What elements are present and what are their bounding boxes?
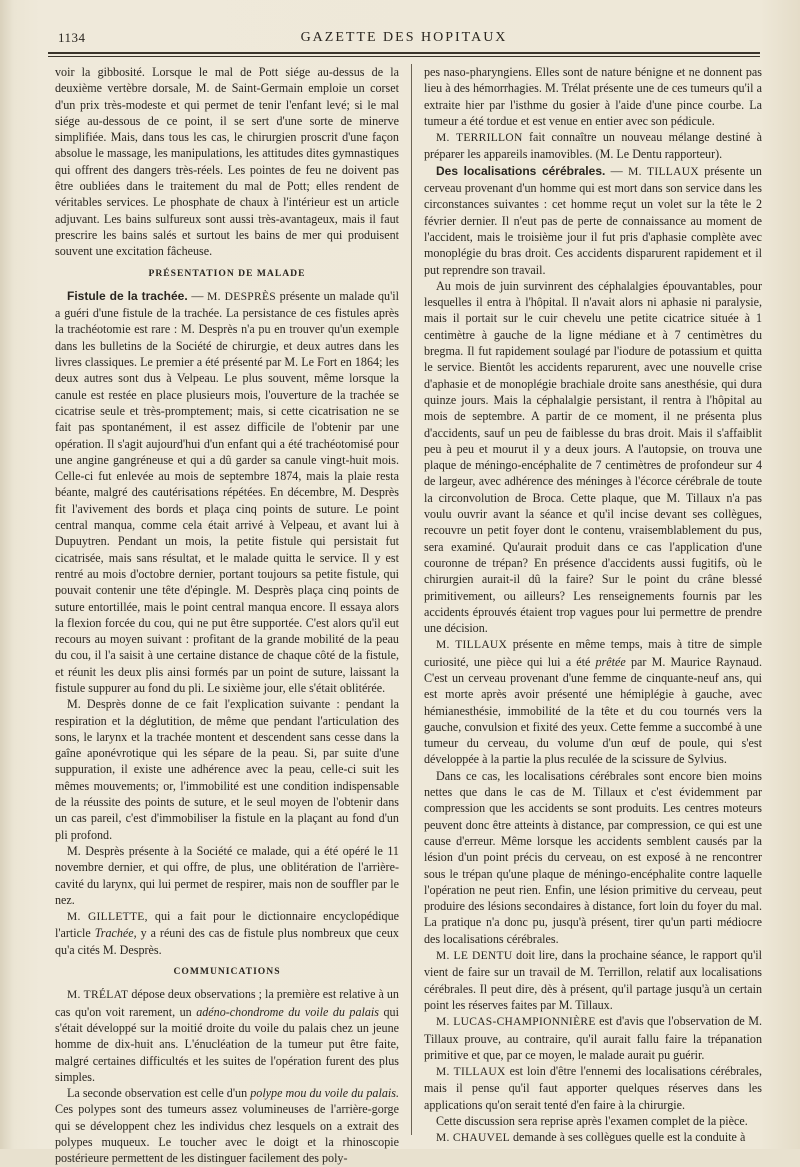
paragraph-text: fait connaître un nouveau mélange destiné à préparer les appareils inamovibles. (M. Le Dentu rapporteur). — [423, 130, 763, 162]
italic-text: adéno-chondrome du voile du palais — [196, 1004, 379, 1019]
paragraph-text: La seconde observation est celle d'un — [67, 1086, 248, 1101]
section-heading-communications: COMMUNICATIONS — [173, 966, 281, 978]
paragraph-text: dépose deux observations ; la première est relative à un cas qu'on voit rarement, un — [55, 987, 399, 1019]
speaker-name: M. TERRILLON — [435, 132, 523, 145]
paragraph-text: par M. Maurice Raynaud. C'est un cerveau provenant d'une femme de cinquante-neuf ans, qui est morte après avoir présenté une hémiplégie à gauche, avec hémianesthésie, immobilité de la tête et du cou tournés vers la gauche, convulsion et fixité des yeux. Cette femme a succombé à une tumeur du cerveau, du volume d'un œuf de poule, qui s'est développée à la partie la plus reculée de la scissure de Sylvius. — [423, 654, 763, 767]
left-column — [55, 64, 412, 1166]
speaker-name: M. LUCAS-CHAMPIONNIÈRE — [435, 1016, 596, 1029]
paragraph: voir la gibbosité. Lorsque le mal de Pott siége au-dessus de la deuxième vertèbre dorsale, M. de Saint-Germain emploie un corset d'un prix très-modeste et qui permet de tenir l'enfant levé; si le mal siége au-dessous de ce point, il se sert d'une sorte de minerve simplifiée. Mais, dans tous les cas, le chirurgien proscrit d'une façon absolue le massage, les manipulations, les attitudes dites gymnastiques qui offrent des dangers très-réels. Les pointes de feu ne doivent pas être oubliées dans le traitement du mal de Pott; elles rendent de véritables services. Le phosphate de chaux à l'intérieur est un article adjuvant. Les bains sulfureux sont aussi très-avantageux, mais il faut prescrire les bains salés et surtout les bains de mer qui produisent souvent une excitation fâcheuse. — [55, 65, 399, 259]
paragraph — [55, 986, 399, 1085]
italic-text: prêtée — [595, 654, 626, 669]
italic-text: Trachée, — [94, 926, 137, 941]
paragraph-text: présente un malade qu'il a guéri d'une fistule de la trachée. La persistance de ces fistules après la trachéotomie est rare : M. Desprès n'a pu en trouver qu'un exemple dans les bulletins de la Société de chirurgie, et deux autres dans les livres classiques. Le premier a été présenté par M. Le Fort en 1864; les deux autres sont dus à Velpeau. Le plus souvent, même lorsque la canule est restée en place plusieurs mois, l'ouverture de la trachée se cicatrise seule et très-promptement; mais, si cette cicatrisation ne se fait pas spontanément, il est assez difficile de l'obtenir par une opération. Il s'agit aujourd'hui d'un enfant qui a été trachéotomisé pour une angine gangréneuse et qui a dû garder sa canule vingt-huit mois. Celle-ci fut enlevée au mois de septembre 1874, mais la plaie resta béante, malgré des cautérisations répétées. En décembre, M. Desprès fit l'avivement des bords et plaça cinq points de suture. Le point central manqua, comme cela était arrivé à Velpeau, et avant lui à Dupuytren. Pendant un mois, la petite fistule qui persistait fut cicatrisée, mais sans résultat, et le malade quitta le service. Il y est rentré au mois d'octobre dernier, portant toujours sa petite fistule, qui pouvait contenir une tête d'épingle. M. Desprès plaça cinq points de suture entortillée, mais le point central manqua encore. Il essaya alors la flexion forcée du cou, qui ne put être supportée. C'est alors qu'il eut recours au moyen suivant : profitant de la grande mobilité de la peau du cou, il l'a saisit à une certaine distance de chaque côté de la fistule, et réunit les deux plis ainsi formés par un point de suture, laissant la fistule suppurer au fond du pli. Le sixième jour, elle s'était oblitérée. — [55, 288, 399, 695]
paragraph: Fistule de la trachée. — M. DESPRÈS présente un malade qu'il a guéri d'une fistule de la trachée. La persistance de ces fistules après la trachéotomie est rare : M. Desprès n'a pu en trouver qu'un exemple dans les bulletins de la Société de chirurgie, et deux autres dans les livres classiques. Le premier a été présenté par M. Le Fort en 1864; les deux autres sont dus à Velpeau. Le plus souvent, même lorsque la canule est restée en place plusieurs mois, l'ouverture de la trachée se cicatrise seule et très-promptement; mais, si cette cicatrisation ne se fait pas spontanément, il est assez difficile de l'obtenir par une opération. Il s'agit aujourd'hui d'un enfant qui a été trachéotomisé pour une angine gangréneuse et qui a dû garder sa canule vingt-huit mois. Celle-ci fut enlevée au mois de septembre 1874, mais la plaie resta béante, malgré des cautérisations répétées. En décembre, M. Desprès fit l'avivement des bords et plaça cinq points de suture. Le point central manqua, comme cela était arrivé à Velpeau, et avant lui à Dupuytren. Pendant un mois, la petite fistule qui persistait fut cicatrisée, mais sans résultat, et le malade quitta le service. Il y est rentré au mois d'octobre dernier, portant toujours sa petite fistule, qui pouvait contenir une tête d'épingle. M. Desprès plaça cinq points de suture entortillée, mais le point central manqua encore. Il essaya alors la flexion forcée du cou, qui ne put être supportée. C'est alors qu'il eut recours au moyen suivant : profitant de la grande mobilité de la peau du cou, il l'a saisit à une certaine distance de chaque côté de la fistule, et réunit les deux plis ainsi formés par un point de suture, laissant la fistule suppurer au fond du pli. Le sixième jour, elle s'était oblitérée. — [55, 288, 399, 695]
paragraph: pes naso-pharyngiens. Elles sont de nature bénigne et ne donnent pas lieu à des hémorrhagies. M. Trélat présente une de ces tumeurs qu'il a extraite hier par l'isthme du gosier à l'aide d'une pince courbe. La tumeur a été tordue et est venue en entier avec son pédicule. — [423, 65, 762, 128]
article-columns — [55, 64, 763, 1166]
paragraph — [424, 636, 762, 767]
paragraph: Dans ce cas, les localisations cérébrales sont encore bien moins nettes que dans le cas de M. Tillaux et c'est évidemment par compression que les accidents se sont produits. Les centres moteurs peuvent donc être atteints à distance, par compression, ce qui est une cause d'erreur. Même lorsque les accidents semblent causés par la lésion d'un point précis du cerveau, on est exposé à ne rencontrer sous le trépan qu'une plaque de méningo-encéphalite contre laquelle l'opération ne peut rien. Enfin, une lésion primitive du cerveau, peut produire des lésions secondaires à distance, fort loin du foyer du mal. La pratique n'a donc pu, jusqu'à présent, tirer qu'un parti médiocre des localisations cérébrales. — [423, 768, 762, 946]
speaker-name: M. TILLAUX — [628, 165, 699, 178]
speaker-name: M. TILLAUX — [435, 1066, 506, 1079]
paragraph — [55, 1085, 399, 1166]
header-rule-thin — [48, 56, 760, 57]
paragraph: M. Desprès donne de ce fait l'explication suivante : pendant la respiration et la déglutition, de même que pendant l'articulation des sons, le larynx et la trachée montent et descendent sans cesse dans la gaîne aponévrotique qui les sépare de la peau. Si, par suite d'une suppuration, il existe une adhérence avec la peau, celle-ci suit les mêmes mouvements; or, l'immobilité est une condition indispensable de la réussite des points de suture, et le seul moyen de l'obtenir dans un cas pareil, c'est d'immobiliser la fistule en la plaçant au fond d'un pli profond. — [55, 697, 399, 842]
speaker-name: M. TILLAUX — [435, 639, 508, 652]
section-heading-presentation: PRÉSENTATION DE MALADE — [148, 267, 306, 279]
speaker-name: M. TRÉLAT — [67, 989, 129, 1002]
paragraph-text: qui a fait pour le dictionnaire encyclopédique l'article — [55, 909, 399, 941]
journal-title: GAZETTE DES HOPITAUX — [300, 30, 508, 45]
subheading-fistule: Fistule de la trachée. — [67, 288, 188, 303]
paragraph-text: qui s'était développé sur la moitié droite du voile du palais chez un jeune homme de dix-huit ans. L'énucléation de la tumeur put être faite, malgré certaines difficultés et les suites de l'opération furent des plus simples. — [55, 1004, 399, 1084]
paragraph — [424, 1013, 762, 1063]
paragraph-text: Ces polypes sont des tumeurs assez volumineuses de l'arrière-gorge qui se développent chez les individus chez lesquels on a extrait des polypes muqueux. Le toucher avec le doigt et la rhinoscopie postérieure permettent de les distinguer facilement des poly- — [55, 1102, 399, 1166]
paragraph — [424, 1063, 762, 1113]
italic-text: polype mou du voile du palais. — [250, 1086, 399, 1101]
speaker-name: M. DESPRÈS — [207, 290, 276, 303]
paragraph-text: y a réuni des cas de fistule plus nombreux que ceux qu'a cités M. Desprès. — [55, 926, 399, 957]
paragraph-text: est loin d'être l'ennemi des localisations cérébrales, mais il pense qu'il faut apporter quelques réserves dans les applications qu'on serait tenté d'en faire à la chirurgie. — [423, 1064, 762, 1112]
page-number: 1134 — [58, 30, 86, 45]
paragraph: M. Desprès présente à la Société ce malade, qui a été opéré le 11 novembre dernier, et qui offre, de plus, une oblitération de l'arrière-cavité du larynx, qui lui permet de respirer, mais non de souffler par le nez. — [55, 843, 399, 907]
paragraph: Des localisations cérébrales. — M. TILLAUX présente un cerveau provenant d'un homme qui est mort dans son service dans les circonstances suivantes : cet homme reçut un volet sur la tête le 2 février dernier. Il n'eut pas de perte de connaissance au moment de l'accident, mais le troisième jour il fut pris d'aphasie complète avec monoplégie du bras droit. Ces accidents disparurent rapidement et il put reprendre son travail. — [423, 163, 762, 277]
speaker-name: M. GILLETTE, — [67, 911, 148, 924]
speaker-name: M. LE DENTU — [435, 950, 513, 963]
right-column — [412, 64, 763, 1145]
paragraph — [424, 947, 762, 1013]
paragraph: Cette discussion sera reprise après l'examen complet de la pièce. — [435, 1114, 748, 1128]
paragraph-text: est d'avis que l'observation de M. Tillaux prouve, au contraire, qu'il aurait fallu faire la trépanation primitive et que, par ce moyen, le malade aurait pu guérir. — [423, 1014, 762, 1062]
paragraph-text: doit lire, dans la prochaine séance, le rapport qu'il vient de faire sur un travail de M. Terrillon, relatif aux localisations cérébrales. Il peut dire, dès à présent, qu'il partage jusqu'à un certain point les réserves faites par M. Tillaux. — [423, 948, 763, 1012]
paragraph — [55, 908, 399, 958]
paragraph: Au mois de juin survinrent des céphalalgies épouvantables, pour lesquelles il entra à l'hôpital. Il n'avait alors ni aphasie ni paralysie, mais il portait sur le cuir chevelu une petite cicatrice située à 1 centimètre à gauche de la ligne médiane et à 7 centimètres du bregma. Il fut rapidement soulagé par l'iodure de potassium et quitta le service. Bientôt les accidents reparurent, avec une nouvelle crise d'aphasie et de monoplégie brachiale droite sans anesthésie, qui dura quinze jours. Mais la céphalalgie persistant, il rentra à l'hôpital au mois de septembre. A partir de ce moment, il ne présenta plus d'accidents, sauf un peu de faiblesse du bras droit. Mais il s'affaiblit peu à peu et mourut il y a deux jours. A l'autopsie, on trouva une plaque de méningo-encéphalite de 7 centimètres de profondeur sur 4 de largeur, avec adhérence des méninges à l'écorce cérébrale de toute la circonvolution de Broca. Cette plaque, que M. Tillaux n'a pas voulu ouvrir avant la séance et qu'il incise devant ses collègues, recouvre un petit foyer dont le contenu, vraisemblablement du pus, sera examiné. Qu'aurait produit dans ce cas l'application d'une couronne de trépan? En présence d'accidents aussi fugitifs, où le chirurgien aurait-il dû la faire? Sur le point du crâne blessé primitivement, ou ailleurs? Les renseignements fournis par les accidents éprouvés étaient trop vagues pour lui permettre de prendre une décision. — [423, 278, 762, 636]
paragraph-text: présente en même temps, mais à titre de simple curiosité, une pièce qui lui a été — [423, 637, 762, 669]
paragraph-text: présente un cerveau provenant d'un homme qui est mort dans son service dans les circonstances suivantes : cet homme reçut un volet sur la tête le 2 février dernier. Il n'eut pas de perte de connaissance au moment de l'accident, mais le troisième jour il fut pris d'aphasie complète avec monoplégie du bras droit. Ces accidents disparurent rapidement et il put reprendre son travail. — [423, 163, 762, 277]
paragraph — [424, 1129, 762, 1146]
page-header — [48, 30, 760, 52]
paragraph — [424, 129, 762, 163]
speaker-name: M. CHAUVEL — [435, 1132, 510, 1145]
header-rule — [48, 52, 760, 54]
subheading-localisations: Des localisations cérébrales. — [435, 163, 606, 178]
paragraph-text: demande à ses collègues quelle est la conduite à — [512, 1130, 746, 1145]
